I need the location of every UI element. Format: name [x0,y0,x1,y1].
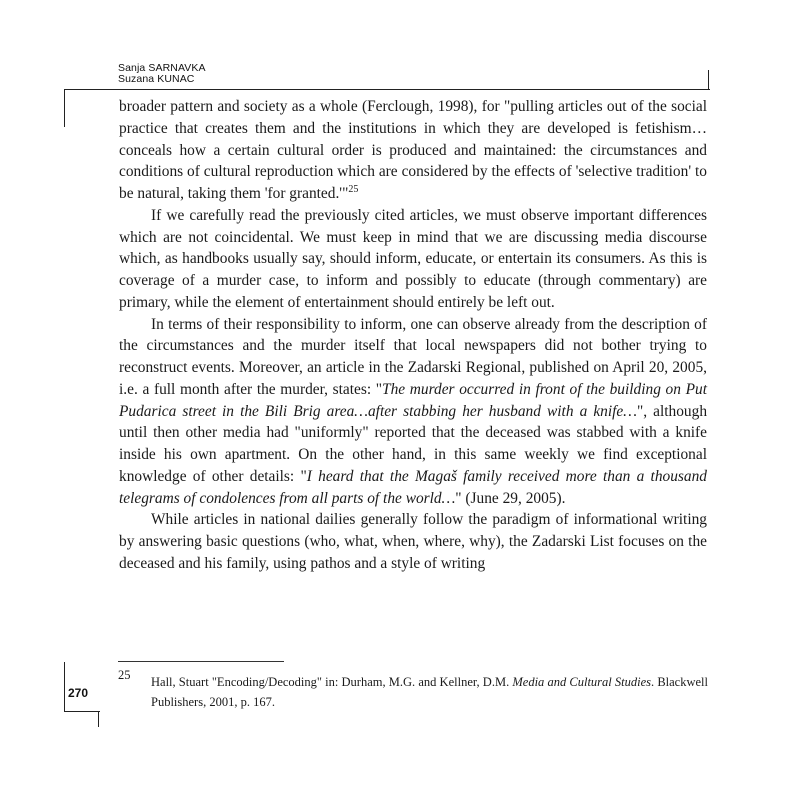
header-rule-left-tick [64,89,65,127]
running-head-author-2: Suzana KUNAC [118,73,195,85]
text-run: Hall, Stuart "Encoding/Decoding" in: Durham, M.G. and Kellner, D.M. [151,675,513,689]
body-text [119,96,707,575]
paragraph [119,205,707,314]
header-rule [64,89,710,90]
text-run: While articles in national dailies generally follow the paradigm of informational writing by answering basic questions (who, what, when, where, why), the Zadarski List focuses on the deceased and his family, using pathos and a style of writing [119,511,707,572]
text-run: ", although until then other media had "uniformly" reported that the deceased was stabbed with a knife inside his own apartment. On the other hand, in this same weekly we find exceptional knowledge of other details: " [119,402,708,485]
text-run: broader pattern and society as a whole (Ferclough, 1998), for "pulling articles out of the social practice that creates them and the institutions in which they are developed is fetishism…conceals how a certain cultural order is produced and maintained: the circumstances and conditions of cultural reproduction which are considered by the effects of 'selective tradition' to be natural, taking them 'for granted.'" [119,98,707,202]
text-run: Media and Cultural Studies [512,675,652,689]
page-number: 270 [68,686,89,700]
text-run: . Blackwell Publishers, 2001, p. 167. [151,675,708,709]
footnote-separator [118,661,284,662]
page-number-frame-bottom [64,711,100,712]
text-run: If we carefully read the previously cited articles, we must observe important differences which are not coincidental. We must keep in mind that we are discussing media discourse which, as handbooks usually say, should inform, educate, or entertain its consumers. As this is coverage of a murder case, to inform and possibly to educate (through commentary) are primary, while the element of entertainment should entirely be left out. [119,206,707,311]
running-head-author-1: Sanja SARNAVKA [118,62,206,74]
paragraph [119,314,707,510]
page-number-frame-right [98,711,99,727]
header-rule-right-tick [708,70,709,90]
footnote-reference: 25 [348,183,359,195]
text-run: " (June 29, 2005). [455,489,566,507]
text-run: The murder occurred in front of the building on Put Pudarica street in the Bili Brig area…after stabbing her husband with a knife… [119,380,707,420]
footnote-number: 25 [118,668,131,682]
page-number-frame-left [64,662,65,712]
paragraph [119,96,707,205]
text-run: In terms of their responsibility to inform, one can observe already from the description of the circumstances and the murder itself that local newspapers did not bother trying to reconstruct events. Moreover, an article in the Zadarski Regional, published on April 20, 2005, i.e. a full month after the murder, states: " [119,315,707,398]
footnote-text [151,672,708,712]
text-run: I heard that the Magaš family received more than a thousand telegrams of condolences from all parts of the world… [119,467,707,507]
paragraph [119,509,707,574]
